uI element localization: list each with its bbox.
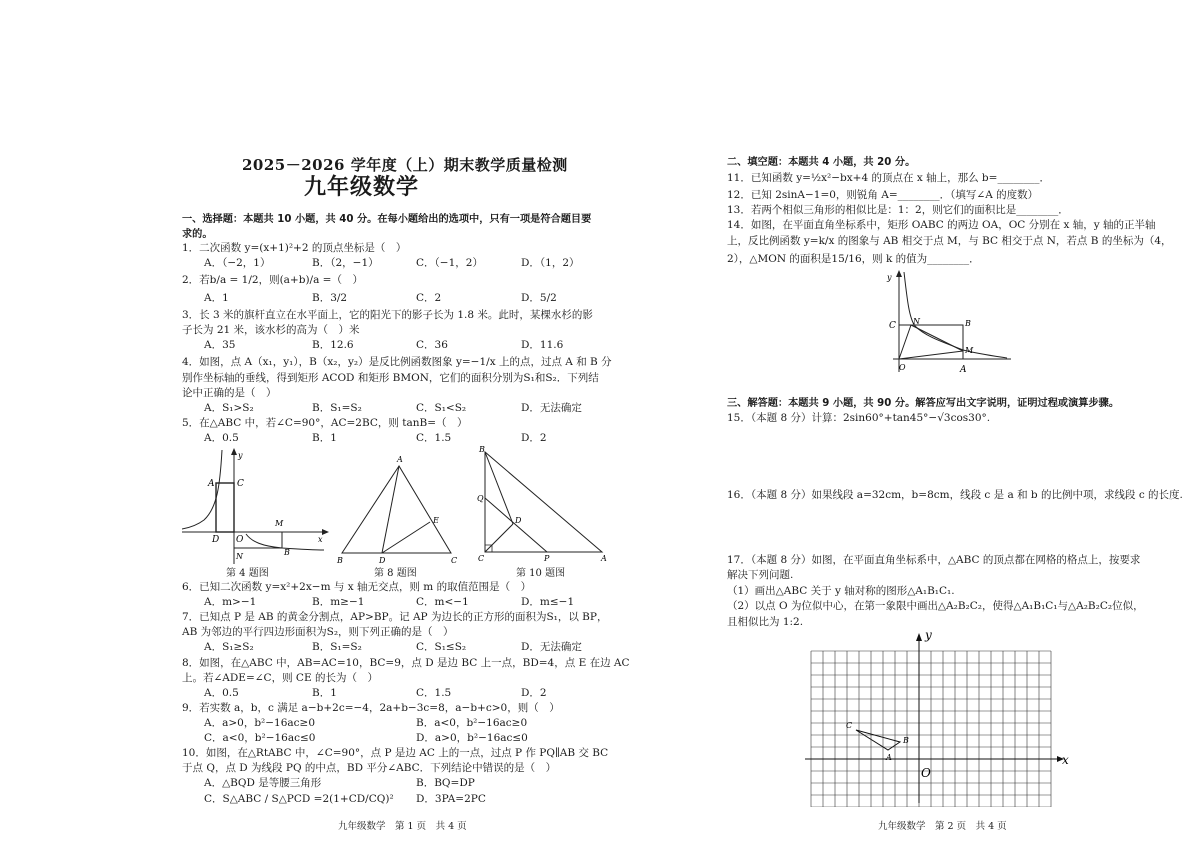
page-1 <box>182 0 630 849</box>
q5-option-b: B．1 <box>312 432 337 444</box>
q7-option-a: A．S₁≥S₂ <box>204 641 254 653</box>
q9-option-b: B．a<0，b²−16ac≥0 <box>416 717 528 729</box>
question-10: 10．如图，在△RtABC 中，∠C=90°，点 P 是边 AC 上的一点，过点 P 作 PQ∥AB 交 BC <box>182 747 609 759</box>
question-8-cont: 上。若∠ADE=∠C，则 CE 的长为（ ） <box>182 672 378 684</box>
fig14-label-o: O <box>899 363 906 372</box>
q10-option-a: A．△BQD 是等腰三角形 <box>204 777 322 789</box>
q2-option-a: A．1 <box>204 292 229 304</box>
question-3: 3．长 3 米的旗杆直立在水平面上，它的阳光下的影子长为 1.8 米。此时，某棵水杉的影 <box>182 309 593 321</box>
fig4-label-x: x <box>318 535 323 544</box>
section-3-heading: 三、解答题：本题共 9 小题，共 90 分。解答应写出文字说明，证明过程或演算步骤。 <box>727 398 1120 409</box>
section-1-heading-cont: 求的。 <box>182 229 213 240</box>
page-2 <box>727 0 1183 849</box>
q6-option-b: B．m≥−1 <box>312 596 365 608</box>
question-14-cont2: 2），△MON 的面积是15/16，则 k 的值为________． <box>727 253 980 265</box>
fig4-label-d: D <box>212 535 220 545</box>
question-7-cont: AB 为邻边的平行四边形面积为S₂，则下列正确的是（ ） <box>182 626 454 638</box>
figure-4 <box>182 446 332 566</box>
question-3-cont: 子长为 21 米，该水杉的高为（ ）米 <box>182 324 360 336</box>
question-1: 1．二次函数 y=(x+1)²+2 的顶点坐标是（ ） <box>182 242 407 254</box>
fig4-label-a: A <box>208 479 215 489</box>
fig14-label-m: M <box>965 346 974 355</box>
section-1-heading: 一、选择题：本题共 10 小题，共 40 分。在每小题给出的选项中，只有一项是符合题目要 <box>182 214 592 225</box>
question-15: 15．（本题 8 分）计算：2sin60°+tan45°−√3cos30°. <box>727 412 991 424</box>
fig4-label-c: C <box>237 479 244 489</box>
q9-option-a: A．a>0，b²−16ac≥0 <box>204 717 316 729</box>
fig10-label-q: Q <box>477 494 484 503</box>
fig10-label-c: C <box>478 554 485 563</box>
fig14-label-b: B <box>965 319 971 328</box>
q5-option-d: D．2 <box>521 432 547 444</box>
q9-option-d: D．a>0，b²−16ac≤0 <box>416 732 528 744</box>
question-9: 9．若实数 a，b，c 满足 a−b+2c=−4，2a+b−3c=8，a−b+c>0，则（ ） <box>182 702 560 714</box>
section-2-heading: 二、填空题：本题共 4 小题，共 20 分。 <box>727 157 916 168</box>
question-2: 2．若b/a = 1/2，则(a+b)/a =（ ） <box>182 274 363 286</box>
q4-option-d: D．无法确定 <box>521 402 582 414</box>
question-8: 8．如图，在△ABC 中，AB=AC=10，BC=9，点 D 是边 BC 上一点，BD=4，点 E 在边 AC <box>182 657 630 669</box>
q1-option-d: D．（1，2） <box>521 257 580 269</box>
q10-option-c: C．S△ABC / S△PCD =2(1+CD/CQ)² <box>204 793 394 805</box>
question-16: 16．（本题 8 分）如果线段 a=32cm，b=8cm，线段 c 是 a 和 b 的比例中项，求线段 c 的长度. <box>727 489 1183 501</box>
subject-title: 九年级数学 <box>304 175 420 200</box>
question-10-cont: 于点 Q，点 D 为线段 PQ 的中点，BD 平分∠ABC．下列结论中错误的是（ ） <box>182 762 557 774</box>
fig8-label-e: E <box>433 516 439 525</box>
question-6: 6．已知二次函数 y=x²+2x−m 与 x 轴无交点，则 m 的取值范围是（ ） <box>182 581 532 593</box>
question-11: 11．已知函数 y=½x²−bx+4 的顶点在 x 轴上，那么 b=________． <box>727 172 1050 184</box>
q8-option-c: C．1.5 <box>416 687 452 699</box>
fig10-caption: 第 10 题图 <box>516 568 566 579</box>
q7-option-d: D．无法确定 <box>521 641 582 653</box>
page-2-footer: 九年级数学 第 2 页 共 4 页 <box>878 821 1007 832</box>
question-17-cont: 解决下列问题. <box>727 569 794 581</box>
fig17-label-a: A <box>886 753 892 762</box>
fig14-label-c: C <box>889 321 896 331</box>
question-4-cont2: 论中正确的是（ ） <box>182 387 277 399</box>
question-13: 13．若两个相似三角形的相似比是：1：2，则它们的面积比是________． <box>727 204 1069 216</box>
q7-option-b: B．S₁=S₂ <box>312 641 362 653</box>
q1-option-b: B．（2，−1） <box>312 257 379 269</box>
q6-option-a: A．m>−1 <box>204 596 257 608</box>
q2-option-c: C．2 <box>416 292 442 304</box>
q10-option-b: B．BQ=DP <box>416 777 475 789</box>
q8-option-d: D．2 <box>521 687 547 699</box>
page-1-footer: 九年级数学 第 1 页 共 4 页 <box>338 821 467 832</box>
fig8-label-d: D <box>379 556 386 565</box>
fig10-label-d: D <box>515 516 522 525</box>
fig17-label-b: B <box>903 736 909 745</box>
q6-option-c: C．m<−1 <box>416 596 469 608</box>
q4-option-b: B．S₁=S₂ <box>312 402 362 414</box>
figure-17-grid <box>805 627 1075 807</box>
q2-option-b: B．3/2 <box>312 292 348 304</box>
q4-option-c: C．S₁<S₂ <box>416 402 467 414</box>
figure-10 <box>477 444 617 566</box>
q5-option-c: C．1.5 <box>416 432 452 444</box>
q8-option-a: A．0.5 <box>204 687 239 699</box>
fig17-label-c: C <box>846 721 853 730</box>
question-17-part-2-cont: 且相似比为 1:2. <box>727 616 804 628</box>
fig8-label-a: A <box>397 455 403 464</box>
q9-option-c: C．a<0，b²−16ac≤0 <box>204 732 316 744</box>
q7-option-c: C．S₁≤S₂ <box>416 641 467 653</box>
q8-option-b: B．1 <box>312 687 337 699</box>
fig14-label-a: A <box>960 365 967 375</box>
q6-option-d: D．m≤−1 <box>521 596 575 608</box>
figure-8 <box>334 450 464 568</box>
fig14-label-n: N <box>913 317 920 326</box>
q5-option-a: A．0.5 <box>204 432 239 444</box>
fig4-label-m: M <box>275 519 284 528</box>
fig10-label-b: B <box>479 445 485 454</box>
question-14-cont: 上，反比例函数 y=k/x 的图象与 AB 相交于点 M，与 BC 相交于点 N，若点 B 的坐标为（4， <box>727 235 1172 247</box>
q10-option-d: D．3PA=2PC <box>416 793 486 805</box>
question-4-cont: 别作坐标轴的垂线，得到矩形 ACOD 和矩形 BMON，它们的面积分别为S₁和S₂．下列结 <box>182 372 599 384</box>
fig4-label-b: B <box>284 548 290 557</box>
q3-option-b: B．12.6 <box>312 339 354 351</box>
fig8-label-b: B <box>337 556 343 565</box>
fig4-label-n: N <box>236 552 243 561</box>
q3-option-c: C．36 <box>416 339 448 351</box>
exam-title: 2025－2026 学年度（上）期末教学质量检测 <box>242 156 568 174</box>
fig4-label-o: O <box>236 535 244 545</box>
question-12: 12．已知 2sinA−1=0，则锐角 A=________．（填写∠A 的度数） <box>727 189 1039 201</box>
fig17-label-o: O <box>921 766 931 780</box>
question-17: 17．（本题 8 分）如图，在平面直角坐标系中，△ABC 的顶点都在网格的格点上，按要求 <box>727 554 1141 566</box>
q3-option-d: D．11.6 <box>521 339 564 351</box>
question-14: 14．如图，在平面直角坐标系中，矩形 OABC 的两边 OA，OC 分别在 x 轴，y 轴的正半轴 <box>727 219 1156 231</box>
fig10-label-a: A <box>601 554 607 563</box>
question-5: 5．在△ABC 中，若∠C=90°，AC=2BC，则 tanB=（ ） <box>182 417 468 429</box>
fig8-caption: 第 8 题图 <box>374 568 417 579</box>
q1-option-c: C．（−1，2） <box>416 257 483 269</box>
q2-option-d: D．5/2 <box>521 292 557 304</box>
fig17-label-y: y <box>925 628 932 642</box>
fig10-label-p: P <box>544 554 550 563</box>
fig4-label-y: y <box>238 451 243 460</box>
fig4-caption: 第 4 题图 <box>226 568 269 579</box>
question-17-part-1: （1）画出△ABC 关于 y 轴对称的图形△A₁B₁C₁. <box>727 585 955 597</box>
q1-option-a: A．（−2，1） <box>204 257 271 269</box>
question-4: 4．如图，点 A（x₁，y₁），B（x₂，y₂）是反比例函数图象 y=−1/x 上的点，过点 A 和 B 分 <box>182 356 612 368</box>
fig17-label-x: x <box>1062 753 1069 767</box>
q3-option-a: A．35 <box>204 339 236 351</box>
q4-option-a: A．S₁>S₂ <box>204 402 254 414</box>
question-17-part-2: （2）以点 O 为位似中心，在第一象限中画出△A₂B₂C₂，使得△A₁B₁C₁与△A₂B₂C₂位似， <box>727 600 1144 612</box>
fig14-label-y: y <box>887 273 892 282</box>
figure-14 <box>879 268 1014 380</box>
question-7: 7．已知点 P 是 AB 的黄金分割点，AP>BP。记 AP 为边长的正方形的面积为S₁，以 BP， <box>182 611 608 623</box>
fig8-label-c: C <box>451 556 458 565</box>
